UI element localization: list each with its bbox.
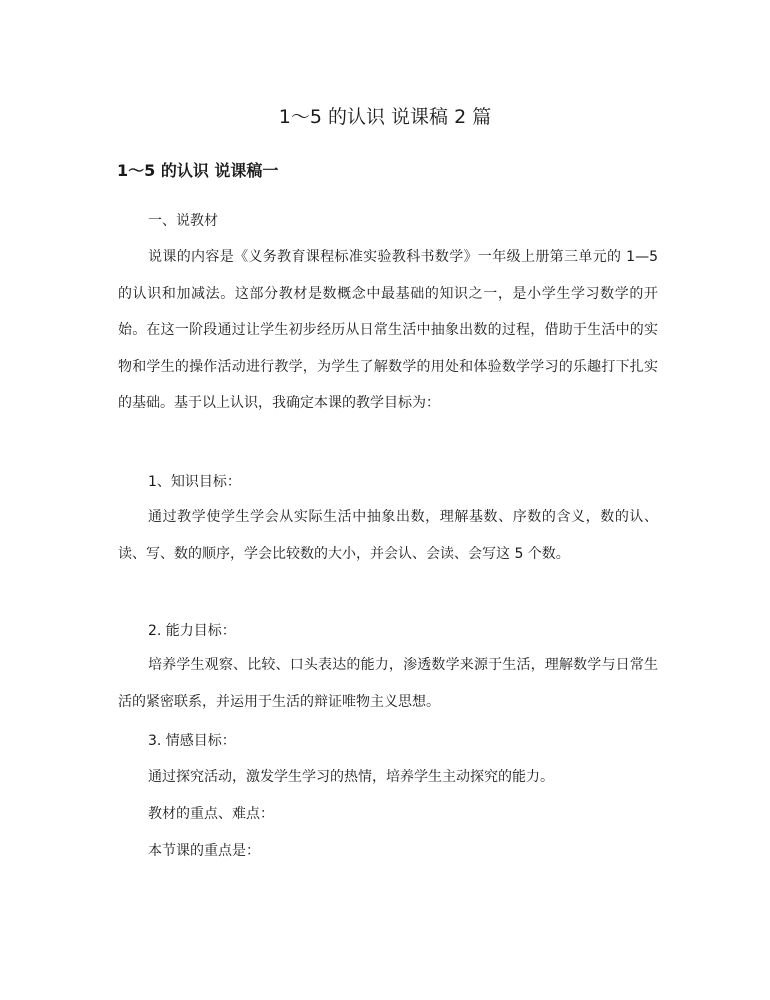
- goal-ability-label: 2. 能力目标：: [148, 623, 236, 639]
- goal-knowledge-text: 通过教学使学生学会从实际生活中抽象出数，理解基数、序数的含义，数的认、读、写、数的顺序，学会比较数的大小，并会认、会读、会写这 5 个数。: [118, 509, 658, 562]
- goal-emotion-text: 通过探究活动，激发学生学习的热情，培养学生主动探究的能力。: [148, 769, 554, 785]
- goal-ability-text: 培养学生观察、比较、口头表达的能力，渗透数学来源于生活，理解数学与日常生活的紧密联系，并运用于生活的辩证唯物主义思想。: [118, 657, 658, 710]
- paragraph-teaching-material: 说课的内容是《义务教育课程标准实验教科书数学》一年级上册第三单元的 1—5 的认识和加减法。这部分教材是数概念中最基础的知识之一，是小学生学习数学的开始。在这一阶段通过让学生初步经历从日常生活中抽象出数的过程，借助于生活中的实物和学生的操作活动进行教学，为学生了解数学的用处和体验数学学习的乐趣打下扎实的基础。基于以上认识，我确定本课的教学目标为：: [118, 249, 658, 411]
- document-title: 1～5 的认识 说课稿 2 篇: [278, 106, 492, 128]
- section-title: 1～5 的认识 说课稿一: [117, 161, 279, 180]
- goal-emotion-label: 3. 情感目标：: [148, 733, 236, 749]
- goal-knowledge-label: 1、知识目标：: [148, 474, 241, 490]
- key-point-label: 本节课的重点是：: [148, 843, 260, 859]
- key-difficult-points-label: 教材的重点、难点：: [148, 806, 274, 822]
- heading-teaching-material: 一、说教材: [148, 213, 218, 229]
